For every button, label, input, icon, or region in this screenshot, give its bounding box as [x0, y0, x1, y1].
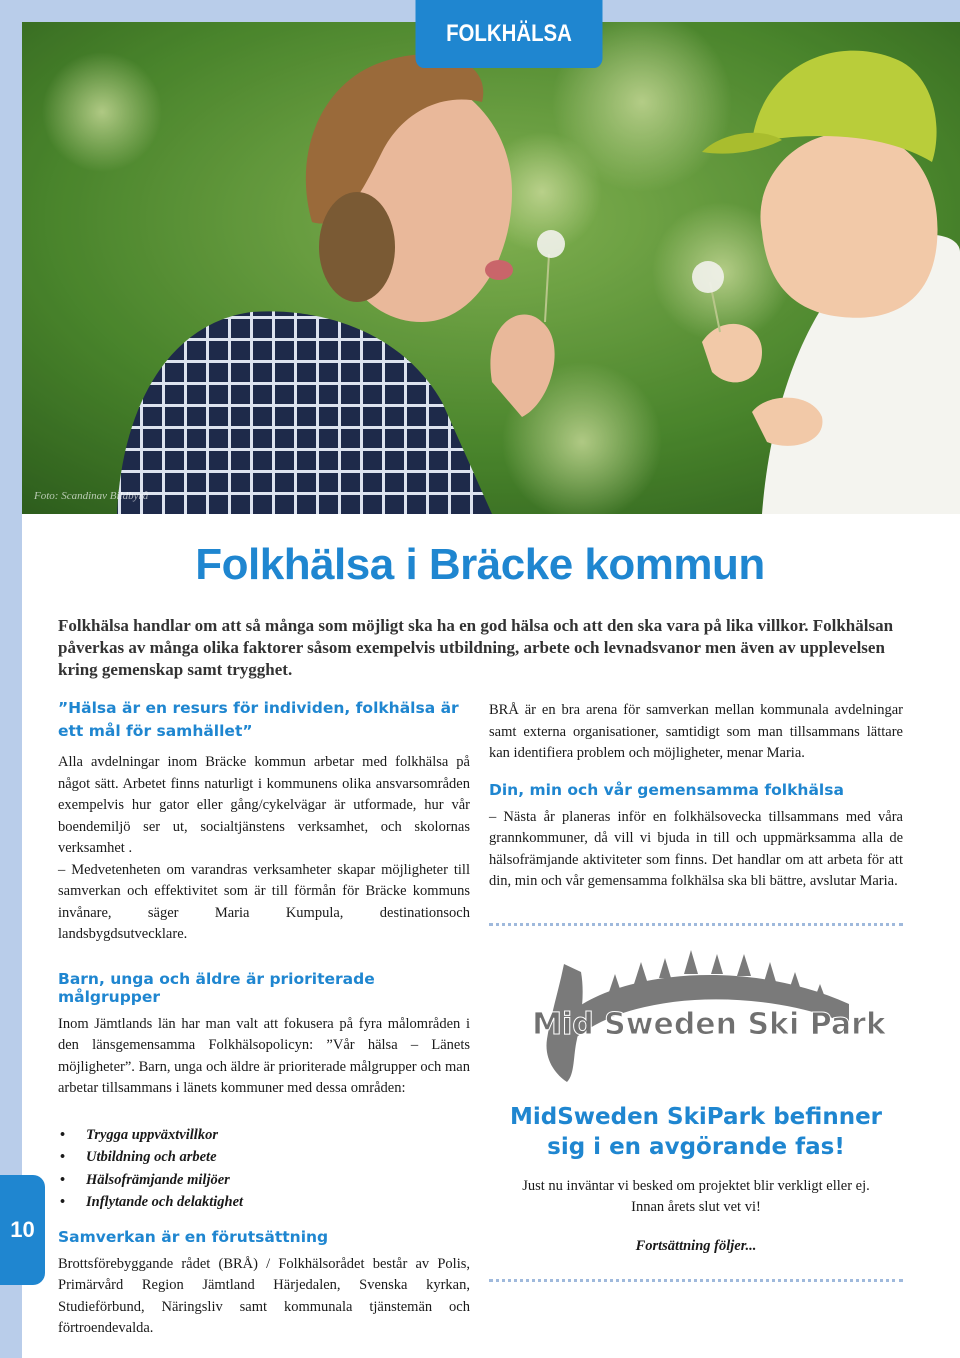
bullet-icon: •	[60, 1126, 66, 1143]
photo-credit: Foto: Scandinav Bildbyrå	[34, 490, 149, 502]
paragraph: Alla avdelningar inom Bräcke kommun arbetar med folkhälsa på något sätt. Arbetet finns naturligt i kommunens olika ansvarsområden exempelvis hur gator eller gång/cykelvägar är utformade, hur vår boendemiljö ser ut, socialtjänstens verksamhet, och skolornas verksamhet .	[58, 754, 470, 856]
intro-paragraph: Folkhälsa handlar om att så många som möjligt ska ha en god hälsa och att den ska vara på lika villkor. Folkhälsan påverkas av många olika faktorer såsom exempelvis utbildning, arbete och levnadsvanor men även av upplevelsen kring gemenskap samt trygghet.	[58, 616, 894, 679]
heading-target-groups: Barn, unga och äldre är prioriterade målgrupper	[58, 969, 375, 1006]
list-item: • Inflytande och delaktighet	[58, 1191, 470, 1214]
dotted-divider	[489, 1279, 903, 1282]
focus-area-list	[58, 1124, 470, 1214]
bullet-icon: •	[60, 1194, 66, 1210]
list-item: • Utbildning och arbete	[58, 1146, 470, 1169]
ski-park-logo-text: Mid Sweden Ski Park	[532, 1006, 886, 1042]
ski-park-logo	[489, 944, 903, 1094]
heading-cooperation: Samverkan är en förutsättning	[58, 1227, 329, 1246]
page-number: 10	[0, 1175, 45, 1285]
page-title: Folkhälsa i Bräcke kommun	[195, 540, 765, 589]
list-item: • Trygga uppväxtvillkor	[58, 1124, 470, 1147]
paragraph: Brottsförebyggande rådet (BRÅ) / Folkhälsorådet består av Polis, Primärvård Region Jämtland Härjedalen, Svenska kyrkan, Studieförbund, Näringsliv samt kommunala tjänstemän och förtroendevalda.	[58, 1255, 470, 1336]
pull-quote: ”Hälsa är en resurs för individen, folkhälsa är ett mål för samhället”	[58, 699, 459, 740]
heading-shared-health: Din, min och vår gemensamma folkhälsa	[489, 780, 844, 799]
left-column	[58, 697, 470, 1340]
left-color-bar	[0, 0, 22, 1358]
paragraph: BRÅ är en bra arena för samverkan mellan kommunala avdelningar samt externa organisationer, samtidigt som man tillsammans lättare kan identifiera problem och möjligheter, menar Maria.	[489, 702, 903, 761]
promo-text: Just nu inväntar vi besked om projektet blir verkligt eller ej. Innan årets slut vet vi!	[522, 1177, 870, 1215]
promo-heading: MidSweden SkiPark befinner sig i en avgörande fas!	[509, 1103, 883, 1160]
paragraph: – Nästa år planeras inför en folkhälsovecka tillsammans med våra grannkommuner, då vill vi bjuda in till och uppmärksamma alla de hälsofrämjande aktiviteter som finns. Det handlar om att arbeta för att din, min och vår gemensamma folkhälsa ska bli bättre, avslutar Maria.	[489, 808, 903, 889]
hero-photo	[22, 22, 960, 514]
ski-park-logo-graphic	[489, 944, 903, 1094]
paragraph: Inom Jämtlands län har man valt att fokusera på fyra målområden i den länsgemensamma Folkhälsopolicyn: ”Vår hälsa – Länets möjligheter”. Barn, unga och äldre är prioriterade målgrupper och man arbetar tillsammans i länets kommuner med dessa områden:	[58, 1015, 470, 1096]
dotted-divider	[489, 923, 903, 926]
section-tab: FOLKHÄLSA	[416, 0, 603, 68]
list-item: • Hälsofrämjande miljöer	[58, 1169, 470, 1192]
bullet-icon: •	[60, 1171, 66, 1188]
right-column	[489, 700, 903, 1282]
paragraph: – Medvetenheten om varandras verksamheter skapar möjligheter till samverkan och effektivitet som är till förmån för Bräcke kommuns invånare, säger Maria Kumpula, destinationsoch landsbygdsutvecklare.	[58, 861, 470, 942]
promo-continuation: Fortsättning följer...	[635, 1237, 757, 1254]
bullet-icon: •	[60, 1149, 66, 1165]
